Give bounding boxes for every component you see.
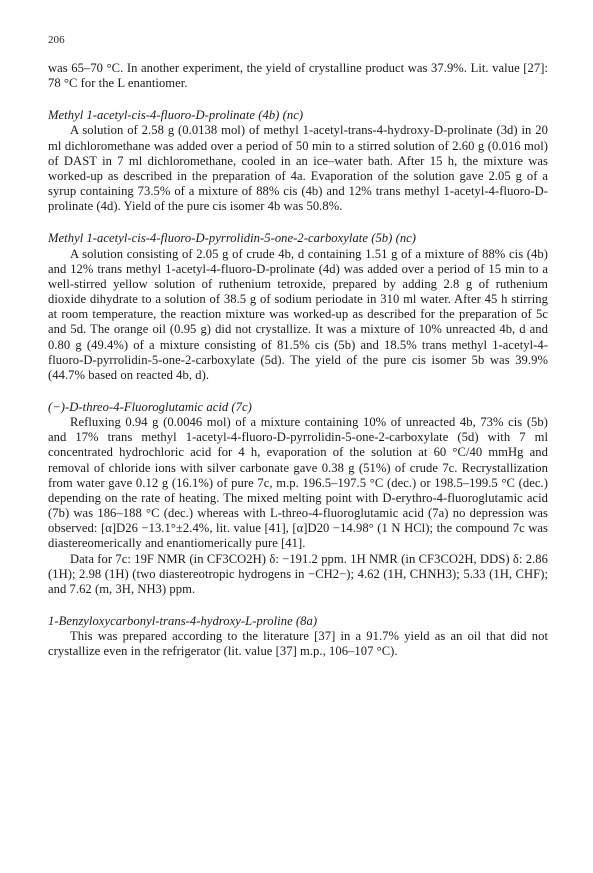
section-title-5b: Methyl 1-acetyl-cis-4-fluoro-D-pyrrolidin-5-one-2-carboxylate (5b) (nc): [48, 231, 417, 246]
section-title-7c: (−)-D-threo-4-Fluoroglutamic acid (7c): [48, 399, 252, 414]
section-data-7c: Data for 7c: 19F NMR (in CF3CO2H) δ: −191.2 ppm. 1H NMR (in CF3CO2H, DDS) δ: 2.86 (1H); 2.98 (1H) (two diastereotropic hydrogens in −CH2−); 4.62 (1H, CHNH3); 5.33 (1H, CHF); and 7.62 (m, 3H, NH3) ppm.: [48, 551, 548, 596]
section-body-4b: A solution of 2.58 g (0.0138 mol) of methyl 1-acetyl-trans-4-hydroxy-D-prolinate (3d) in 20 ml dichloromethane was added over a period of 50 min to a stirred solution of 2.60 g (0.016 mol) of DAST in 7 ml dichloromethane, cooled in an ice–water bath. After 15 h, the mixture was worked-up as described in the preparation of 4a. Evaporation of the solution gave 2.05 g of a syrup containing 73.5% of a mixture of 88% cis (4b) and 12% trans methyl 1-acetyl-4-fluoro-D-prolinate (4d). Yield of the pure cis isomer 4b was 50.8%.: [48, 123, 548, 214]
section-title-4b: Methyl 1-acetyl-cis-4-fluoro-D-prolinate (4b) (nc): [48, 108, 304, 123]
section-body-8a: This was prepared according to the literature [37] in a 91.7% yield as an oil that did not crystallize even in the refrigerator (lit. value [37] m.p., 106–107 °C).: [48, 629, 548, 659]
section-body-5b: A solution consisting of 2.05 g of crude 4b, d containing 1.51 g of a mixture of 88% cis (4b) and 12% trans methyl 1-acetyl-4-fluoro-D-prolinate (4d) was added over a period of 15 min to a well-stirred yellow solution of ruthenium tetroxide, prepared by adding 2.8 g of ruthenium dioxide dihydrate to a solution of 38.5 g of sodium periodate in 310 ml water. After 45 h stirring at room temperature, the reaction mixture was worked-up as described for the preparation of 5c and 5d. The orange oil (0.95 g) did not crystallize. It was a mixture of 10% unreacted 4b, d and 0.80 g (49.4%) of a mixture consisting of 81.5% cis (5b) and 18.5% trans methyl 1-acetyl-4-fluoro-D-pyrrolidin-5-one-2-carboxylate (5d). The yield of the pure cis isomer 5b was 39.9% (44.7% based on reacted 4b, d).: [48, 246, 548, 382]
section-5b: [48, 231, 548, 383]
section-4b: [48, 108, 548, 214]
section-7c: [48, 400, 548, 597]
section-body-7c: Refluxing 0.94 g (0.0046 mol) of a mixture containing 10% of unreacted 4b, 73% cis (5b) and 17% trans methyl 1-acetyl-4-fluoro-D-pyrrolidin-5-one-2-carboxylate (5d) with 7 ml concentrated hydrochloric acid for 4 h, evaporation of the solution at 60 °C/40 mmHg and removal of chloride ions with silver carbonate gave 0.38 g (51%) of crude 7c. Recrystallization from water gave 0.12 g (16.1%) of pure 7c, m.p. 196.5–197.5 °C (dec.) or 198.5–199.5 °C (dec.) depending on the rate of heating. The mixed melting point with D-erythro-4-fluoroglutamic acid (7b) was 186–188 °C (dec.) whereas with L-threo-4-fluoroglutamic acid (7a) no depression was observed: [α]D26 −13.1°±2.4%, lit. value [41], [α]D20 −14.98° (1 N HCl); the compound 7c was diastereomerically and enantiomerically pure [41].: [48, 415, 548, 551]
opening-paragraph: was 65–70 °C. In another experiment, the yield of crystalline product was 37.9%. Lit. value [27]: 78 °C for the L enantiomer.: [48, 61, 548, 91]
document-page: [48, 34, 548, 659]
page-number: 206: [48, 34, 65, 46]
section-title-8a: 1-Benzyloxycarbonyl-trans-4-hydroxy-L-proline (8a): [48, 614, 318, 628]
section-8a: [48, 614, 548, 659]
